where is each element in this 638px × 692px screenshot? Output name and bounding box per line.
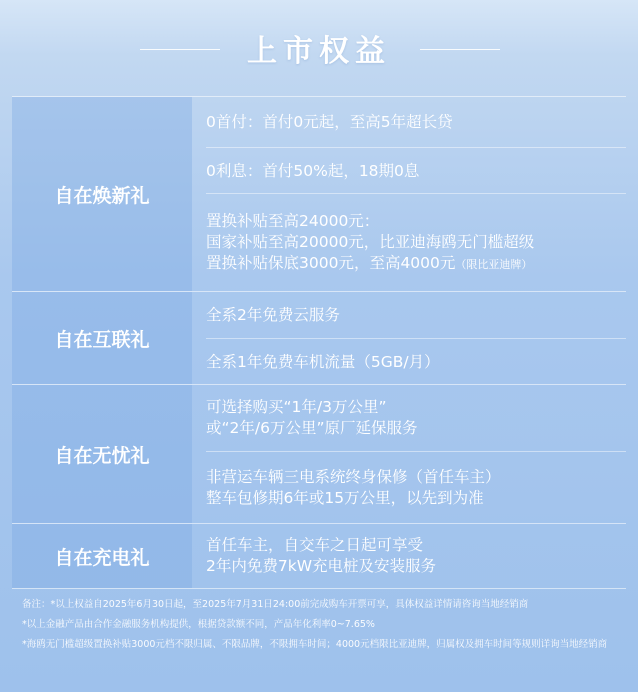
benefit-text: 非营运车辆三电系统终身保修（首任车主） [206,468,501,486]
benefit-row-connectivity [12,291,626,384]
benefit-text: 2年内免费7kW充电桩及安装服务 [206,557,437,575]
category-label: 自在无忧礼 [12,385,192,523]
page-title: 上市权益 [247,34,391,69]
footnotes [22,598,622,658]
benefits-table [12,96,626,589]
title-area [0,0,638,96]
benefit-row-renewal [12,96,626,291]
benefit-text: 国家补贴至高20000元，比亚迪海鸥无门槛超级 [206,233,535,251]
benefit-text: 或“2年/6万公里”原厂延保服务 [206,419,418,437]
benefit-text: 0利息：首付50%起，18期0息 [206,161,420,180]
benefit-text: 全系2年免费云服务 [206,305,340,324]
benefit-item [206,338,626,385]
benefit-items [206,524,626,588]
benefit-text: 0首付：首付0元起，至高5年超长贷 [206,112,453,131]
benefit-text: 置换补贴保底3000元，至高4000元 [206,254,456,272]
benefit-text: 可选择购买“1年/3万公里” [206,398,387,416]
benefit-text: 整车包修期6年或15万公里，以先到为准 [206,489,484,507]
benefit-item [206,385,626,451]
benefit-text: 全系1年免费车机流量（5GB/月） [206,352,440,371]
category-label: 自在充电礼 [12,524,192,588]
category-label: 自在互联礼 [12,292,192,384]
benefit-row-charging [12,523,626,589]
benefit-text: 首任车主，自交车之日起可享受 [206,536,424,554]
benefit-text: 置换补贴至高24000元： [206,212,380,230]
category-label: 自在焕新礼 [12,97,192,291]
benefit-item [206,193,626,292]
benefit-items [206,385,626,523]
footnote: 备注：*以上权益自2025年6月30日起，至2025年7月31日24:00前完成购车开票可享，具体权益详情请咨询当地经销商 [22,599,529,610]
benefit-item [206,147,626,194]
benefit-items [206,292,626,384]
benefit-item [206,97,626,147]
benefit-row-worry-free [12,384,626,523]
benefit-item [206,451,626,524]
brand-limit-note: （限比亚迪牌） [455,258,533,271]
title-divider-right [420,49,500,50]
footnote: *海鸥无门槛超级置换补贴3000元档不限归属、不限品牌，不限拥车时间；4000元档限比亚迪牌，归属权及拥车时间等规则详询当地经销商 [22,639,608,650]
footnote: *以上金融产品由合作金融服务机构提供，根据贷款额不同，产品年化利率0~7.65% [22,619,375,630]
benefit-items [206,97,626,291]
benefit-item [206,524,626,588]
benefit-item [206,292,626,338]
